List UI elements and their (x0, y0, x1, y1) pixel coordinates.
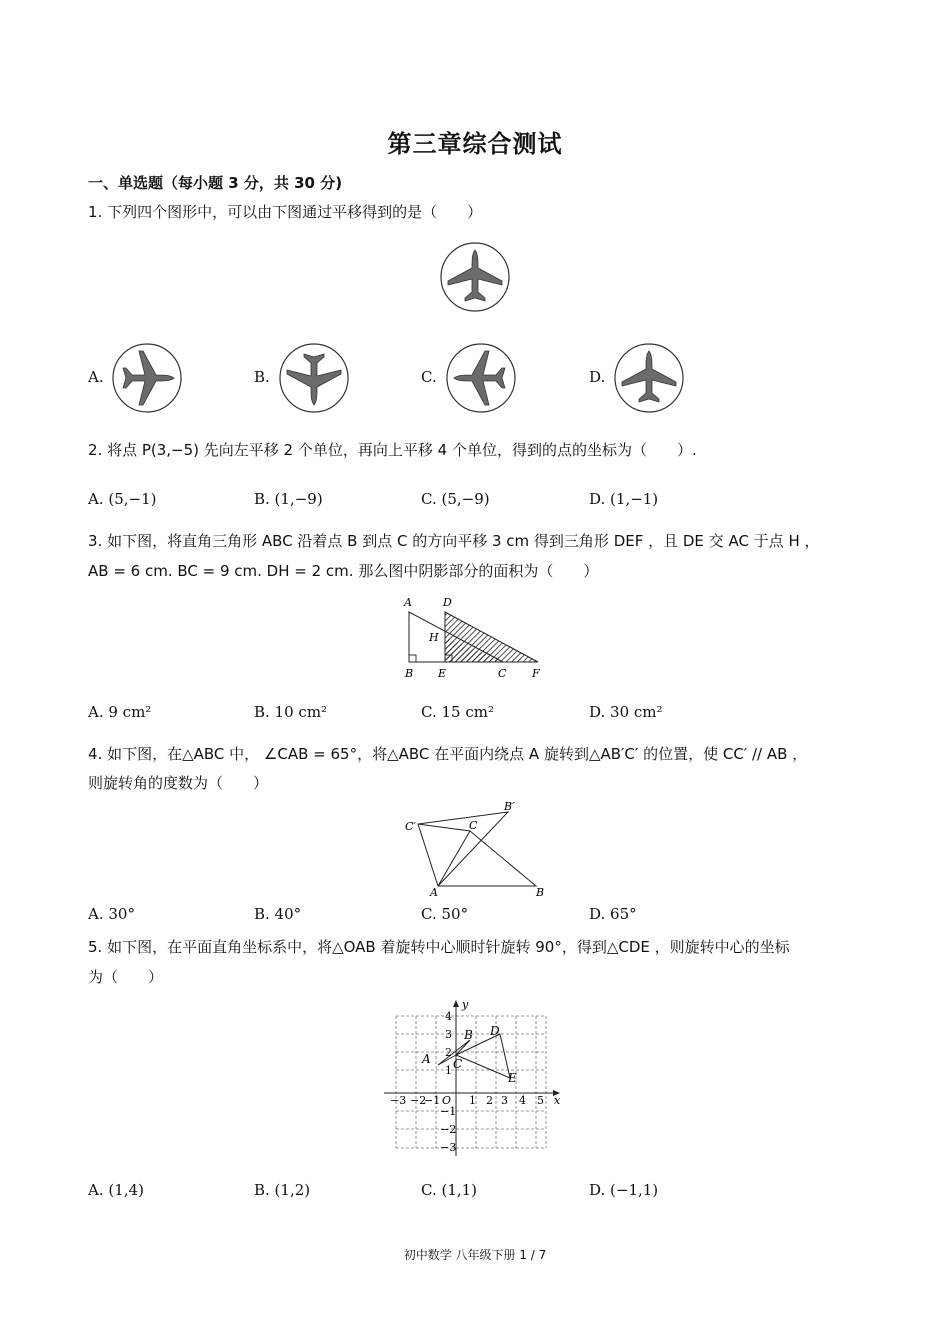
q3-option-b: B. 10 cm² (254, 703, 328, 721)
q5-option-a: A. (1,4) (88, 1181, 144, 1199)
label-D: D (443, 596, 452, 609)
airplane-icon (448, 250, 502, 301)
q2-option-a: A. (5,−1) (88, 490, 157, 508)
label-H: H (429, 631, 439, 644)
label-B: B (464, 1028, 473, 1042)
label-E: E (438, 667, 447, 680)
label-A: A (430, 886, 438, 899)
q1-option-d: D. (589, 368, 606, 386)
label-A: A (422, 1052, 431, 1066)
x-tick: −1 (424, 1094, 441, 1107)
x-tick: 2 (486, 1094, 493, 1107)
airplane-icon (454, 351, 505, 405)
question-4-stem-line2: 则旋转角的度数为（ ） (88, 774, 269, 792)
y-tick: 3 (445, 1028, 452, 1041)
airplane-icon (287, 354, 341, 405)
q4-rotation-figure (400, 798, 552, 900)
q3-option-a: A. 9 cm² (88, 703, 152, 721)
question-5-stem-line2: 为（ ） (88, 968, 164, 986)
q4-option-c: C. 50° (421, 905, 469, 923)
question-1-stem: 1. 下列四个图形中，可以由下图通过平移得到的是（ ） (88, 203, 483, 221)
q1-option-a-figure (110, 341, 184, 415)
y-tick: 2 (445, 1046, 452, 1059)
label-D: D (490, 1024, 500, 1038)
y-tick: −1 (440, 1105, 457, 1118)
q1-option-c: C. (421, 368, 437, 386)
q4-option-b: B. 40° (254, 905, 302, 923)
question-3-stem-line1: 3. 如下图，将直角三角形 ABC 沿着点 B 到点 C 的方向平移 3 cm 得到三角形 DEF ，且 DE 交 AC 于点 H ， (88, 532, 820, 550)
y-tick-labels (440, 1010, 456, 1154)
x-tick: 4 (519, 1094, 526, 1107)
q2-option-b: B. (1,−9) (254, 490, 323, 508)
section-heading: 一、单选题（每小题 3 分，共 30 分) (88, 174, 343, 192)
q5-coordinate-figure (380, 996, 568, 1158)
x-tick: −3 (390, 1094, 407, 1107)
label-C: C (469, 819, 478, 832)
axis-label-y: y (462, 998, 469, 1011)
question-5-stem-line1: 5. 如下图，在平面直角坐标系中，将△OAB 着旋转中心顺时针旋转 90°，得到△CDE ，则旋转中心的坐标 (88, 938, 790, 956)
y-tick: 4 (445, 1010, 452, 1023)
x-tick: −2 (410, 1094, 427, 1107)
q5-option-c: C. (1,1) (421, 1181, 478, 1199)
q1-option-a: A. (88, 368, 104, 386)
x-tick: 1 (469, 1094, 476, 1107)
airplane-icon (622, 351, 676, 402)
q4-option-d: D. 65° (589, 905, 637, 923)
x-tick: 3 (501, 1094, 508, 1107)
question-3-stem-line2: AB = 6 cm. BC = 9 cm. DH = 2 cm. 那么图中阴影部分的面积为（ ） (88, 562, 599, 580)
y-tick: −3 (440, 1141, 457, 1154)
question-4-stem-line1: 4. 如下图，在△ABC 中， ∠CAB = 65°，将△ABC 在平面内绕点 A 旋转到△AB′C′ 的位置，使 CC′ // AB ， (88, 745, 808, 763)
y-tick: −2 (440, 1123, 457, 1136)
label-B: B (405, 667, 414, 680)
label-B: B (536, 886, 545, 899)
question-2-stem: 2. 将点 P(3,−5) 先向左平移 2 个单位，再向上平移 4 个单位，得到的点的坐标为（ ）. (88, 441, 697, 459)
x-tick: 5 (537, 1094, 544, 1107)
q1-option-d-figure (612, 341, 686, 415)
label-F: F (532, 667, 540, 680)
y-tick: 1 (445, 1064, 452, 1077)
origin-label: O (442, 1094, 452, 1107)
label-A: A (404, 596, 412, 609)
label-C-prime: C′ (405, 820, 416, 833)
label-E: E (508, 1071, 517, 1085)
q4-option-a: A. 30° (88, 905, 135, 923)
label-C: C (453, 1057, 463, 1071)
q5-option-d: D. (−1,1) (589, 1181, 659, 1199)
axis-label-x: x (554, 1094, 561, 1107)
x-tick-labels (390, 1094, 544, 1107)
label-C: C (498, 667, 507, 680)
q1-option-b-figure (277, 341, 351, 415)
page-title: 第三章综合测试 (387, 130, 563, 158)
label-B-prime: B′ (504, 800, 515, 813)
q1-option-c-figure (444, 341, 518, 415)
q5-option-b: B. (1,2) (254, 1181, 311, 1199)
airplane-icon (123, 351, 174, 405)
q3-option-d: D. 30 cm² (589, 703, 663, 721)
page-footer: 初中数学 八年级下册 1 / 7 (403, 1248, 547, 1262)
q1-reference-figure (438, 240, 512, 314)
q2-option-d: D. (1,−1) (589, 490, 659, 508)
q1-option-b: B. (254, 368, 270, 386)
q3-triangle-figure (398, 594, 548, 682)
q3-option-c: C. 15 cm² (421, 703, 494, 721)
q2-option-c: C. (5,−9) (421, 490, 490, 508)
